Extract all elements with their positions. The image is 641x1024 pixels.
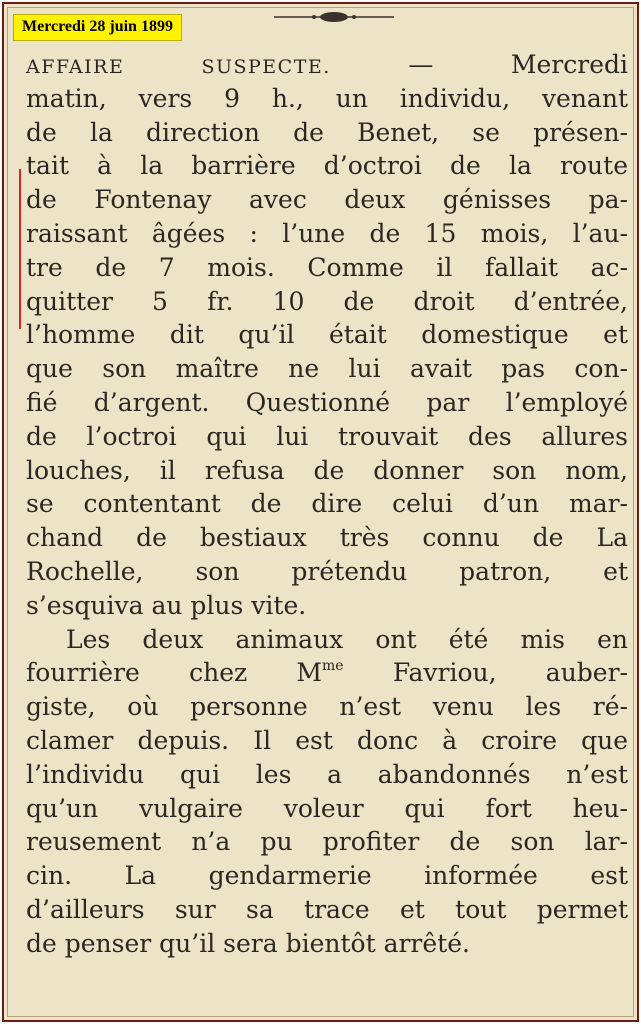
- abbreviation-superscript: me: [322, 658, 344, 675]
- article-line: d’ailleurs sur sa trace et tout permet: [26, 894, 628, 924]
- article-line: de l’octroi qui lui trouvait des allures: [26, 421, 628, 451]
- article-line: quitter 5 fr. 10 de droit d’entrée,: [26, 286, 628, 316]
- article-line: louches, il refusa de donner son nom,: [26, 455, 628, 485]
- article-line: de Fontenay avec deux génisses pa-: [26, 185, 628, 215]
- article-line: giste, où personne n’est venu les ré-: [26, 692, 628, 722]
- article-line: clamer depuis. Il est donc à croire que: [26, 725, 628, 755]
- ornament-divider-icon: [274, 10, 394, 24]
- date-label: Mercredi 28 juin 1899: [13, 14, 182, 41]
- margin-mark: [19, 169, 21, 329]
- article-line: l’homme dit qu’il était domestique et: [26, 320, 628, 350]
- article-line: tre de 7 mois. Comme il fallait ac-: [26, 252, 628, 282]
- article-title: AFFAIRE SUSPECTE.: [26, 56, 331, 78]
- article-line: Rochelle, son prétendu patron, et: [26, 556, 628, 586]
- article-line: tait à la barrière d’octroi de la route: [26, 151, 628, 181]
- article-line: de penser qu’il sera bientôt arrêté.: [26, 928, 470, 958]
- article-line: chand de bestiaux très connu de La: [26, 523, 628, 553]
- clipping-frame: [2, 2, 639, 1022]
- article-line: que son maître ne lui avait pas con-: [26, 354, 628, 384]
- article-line: Les deux animaux ont été mis en: [66, 624, 628, 654]
- article-line: AFFAIRE SUSPECTE. — Mercredi: [26, 50, 629, 79]
- article-line: fié d’argent. Questionné par l’employé: [26, 387, 628, 417]
- article-line: matin, vers 9 h., un individu, venant: [26, 83, 628, 113]
- article-line: de la direction de Benet, se présen-: [26, 117, 628, 147]
- article-body: [26, 48, 628, 961]
- article-line: reusement n’a pu profiter de son lar-: [26, 827, 628, 857]
- article-line: raissant âgées : l’une de 15 mois, l’au-: [26, 218, 628, 248]
- article-line: qu’un vulgaire voleur qui fort heu-: [26, 793, 628, 823]
- article-line: fourrière chez $M^{me}$ Favriou, auber-: [26, 658, 628, 688]
- article-line: se contentant de dire celui d’un mar-: [26, 489, 628, 519]
- article-line: s’esquiva au plus vite.: [26, 590, 307, 620]
- article-line: l’individu qui les a abandonnés n’est: [26, 759, 628, 789]
- article-line: cin. La gendarmerie informée est: [26, 861, 628, 891]
